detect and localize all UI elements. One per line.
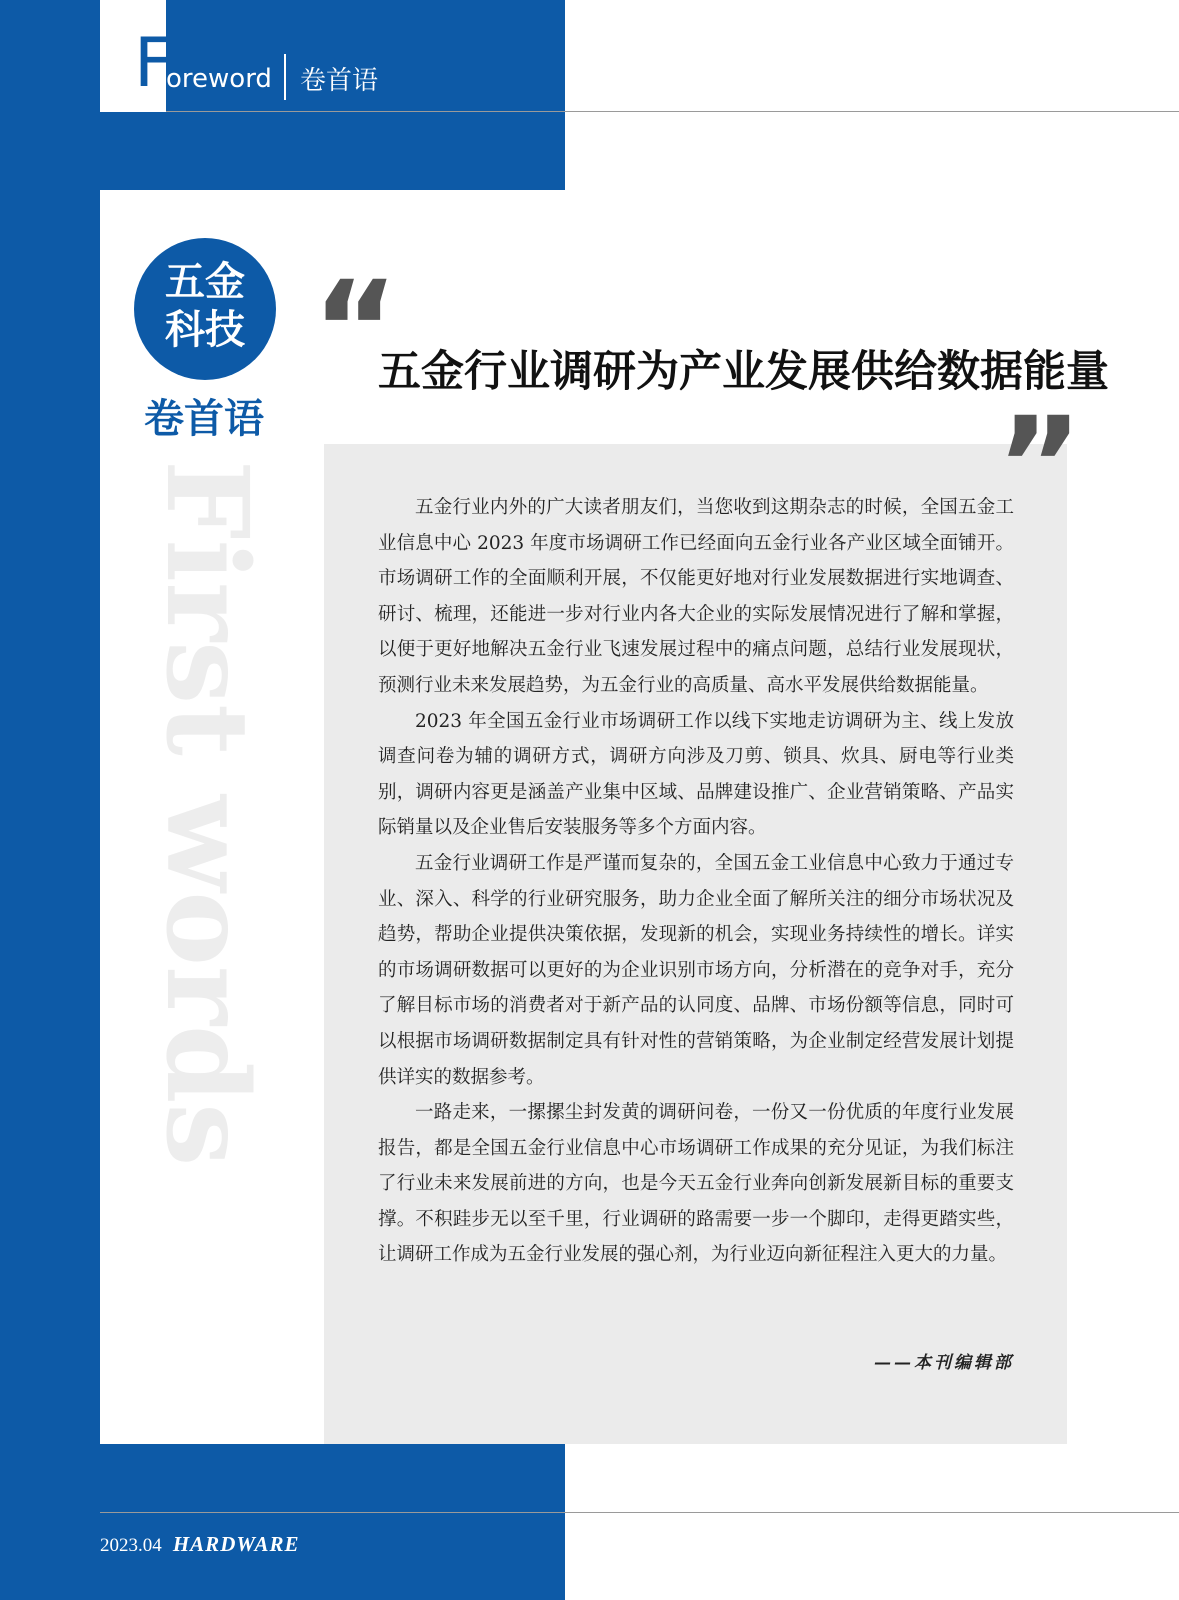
paragraph-1: 五金行业内外的广大读者朋友们，当您收到这期杂志的时候，全国五金工业信息中心 2023 年度市场调研工作已经面向五金行业各产业区域全面铺开。市场调研工作的全面顺利开展，不仅能更好地对行业发展数据进行实地调查、研讨、梳理，还能进一步对行业内各大企业的实际发展情况进行了解和掌握，以便于更好地解决五金行业飞速发展过程中的痛点问题，总结行业发展现状，预测行业未来发展趋势，为五金行业的高质量、高水平发展供给数据能量。 — [378, 497, 1014, 696]
paragraph-2: 2023 年全国五金行业市场调研工作以线下实地走访调研为主、线上发放调查问卷为辅的调研方式，调研方向涉及刀剪、锁具、炊具、厨电等行业类别，调研内容更是涵盖产业集中区域、品牌建设推广、企业营销策略、产品实际销量以及企业售后安装服务等多个方面内容。 — [378, 710, 1014, 839]
paragraph-3: 五金行业调研工作是严谨而复杂的，全国五金工业信息中心致力于通过专业、深入、科学的行业研究服务，助力企业全面了解所关注的细分市场状况及趋势，帮助企业提供决策依据，发现新的机会，实现业务持续性的增长。详实的市场调研数据可以更好的为企业识别市场方向，分析潜在的竞争对手，充分了解目标市场的消费者对于新产品的认同度、品牌、市场份额等信息，同时可以根据市场调研数据制定具有针对性的营销策略，为企业制定经营发展计划提供详实的数据参考。 — [378, 852, 1014, 1088]
article-body — [378, 490, 1014, 1273]
footer-rule — [100, 1512, 1179, 1513]
blue-footer-block — [0, 1444, 565, 1600]
badge-line-2: 科技 — [165, 307, 245, 353]
page-footer — [100, 1532, 300, 1557]
blue-left-strip — [0, 0, 100, 1600]
header-initial-letter: F — [134, 24, 174, 103]
article-title: 五金行业调研为产业发展供给数据能量 — [378, 347, 1109, 397]
background-watermark-text: First words — [141, 460, 272, 1167]
column-badge — [134, 238, 276, 380]
open-quote-icon: “ — [312, 253, 399, 407]
close-quote-icon: ” — [996, 389, 1083, 543]
header-divider — [284, 54, 286, 100]
header-rule — [166, 111, 1179, 112]
header-english-title: oreword — [166, 64, 272, 94]
badge-caption: 卷首语 — [144, 396, 264, 442]
footer-issue-number: 2023.04 — [100, 1535, 162, 1556]
header-chinese-title: 卷首语 — [300, 66, 379, 96]
article-signature: ——本刊编辑部 — [874, 1353, 1014, 1373]
paragraph-4: 一路走来，一摞摞尘封发黄的调研问卷，一份又一份优质的年度行业发展报告，都是全国五金行业信息中心市场调研工作成果的充分见证，为我们标注了行业未来发展前进的方向，也是今天五金行业奔向创新发展新目标的重要支撑。不积跬步无以至千里，行业调研的路需要一步一个脚印，走得更踏实些，让调研工作成为五金行业发展的强心剂，为行业迈向新征程注入更大的力量。 — [378, 1102, 1014, 1266]
footer-magazine-name: HARDWARE — [172, 1532, 300, 1556]
badge-line-1: 五金 — [165, 259, 245, 305]
